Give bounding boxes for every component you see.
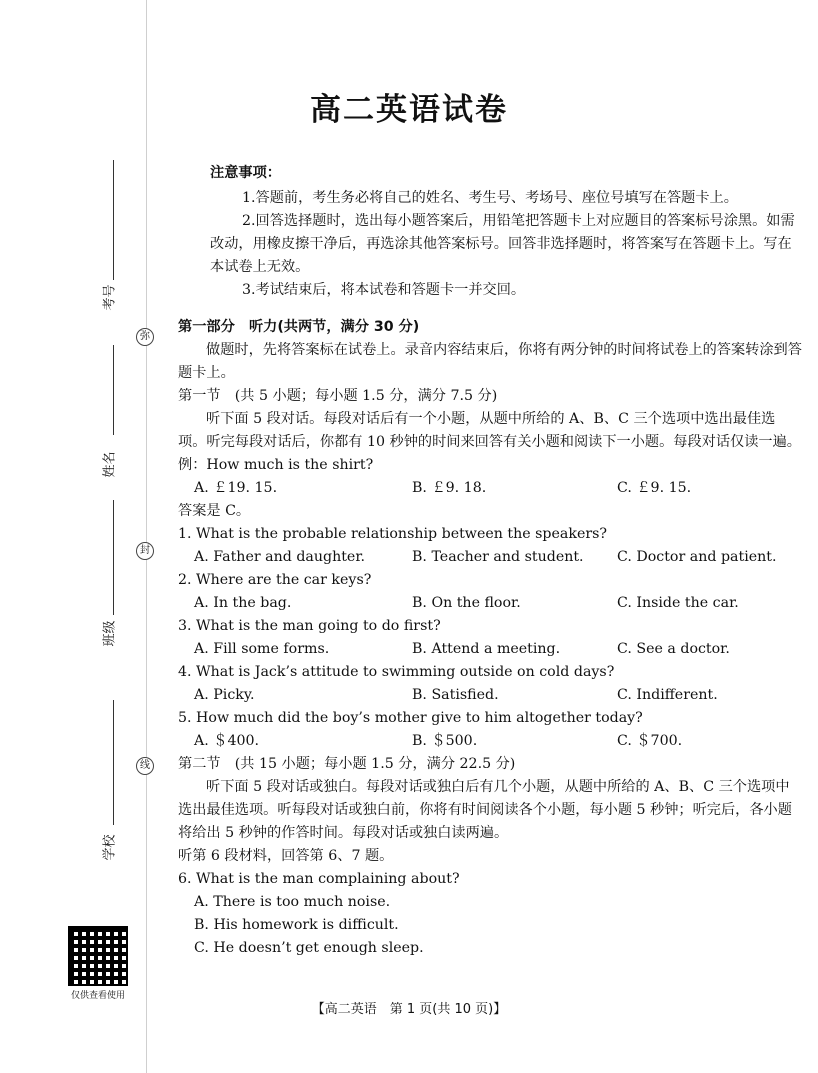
- seal-mark: 线: [136, 757, 154, 775]
- example-options: [178, 477, 803, 500]
- section1-intro: 听下面 5 段对话。每段对话后有一个小题，从题中所给的 A、B、C 三个选项中选出最佳选项。听完每段对话后，你都有 10 秒钟的时间来回答有关小题和阅读下一小题。每段对话仅读一遍。: [178, 411, 801, 450]
- option: C. Indifferent.: [617, 687, 718, 703]
- part1-intro: 做题时，先将答案标在试卷上。录音内容结束后，你将有两分钟的时间将试卷上的答案转涂到答题卡上。: [178, 342, 802, 381]
- option: C. He doesn’t get enough sleep.: [194, 940, 424, 956]
- question-5: 5. How much did the boy’s mother give to him altogether today?: [178, 710, 643, 726]
- option: B. On the floor.: [412, 595, 521, 611]
- seal-mark: 弥: [136, 328, 154, 346]
- question-6: 6. What is the man complaining about?: [178, 871, 460, 887]
- section1-heading: 第一节 (共 5 小题；每小题 1.5 分，满分 7.5 分): [178, 388, 498, 404]
- question-2: 2. Where are the car keys?: [178, 572, 372, 588]
- binding-edge-line: [146, 0, 147, 1073]
- options-3: [178, 638, 803, 661]
- binding-field-line: [113, 345, 114, 435]
- option: A. ￡19. 15.: [194, 480, 278, 496]
- section2-intro: 听下面 5 段对话或独白。每段对话或独白后有几个小题，从题中所给的 A、B、C 三个选项中选出最佳选项。听每段对话或独白前，你将有时间阅读各个小题，每小题 5 秒钟；听完后，各小题将给出 5 秒钟的作答时间。每段对话或独白读两遍。: [178, 779, 792, 841]
- option: A. In the bag.: [194, 595, 292, 611]
- part1-heading: 第一部分 听力(共两节，满分 30 分): [178, 319, 420, 335]
- option: A. ＄400.: [194, 733, 260, 749]
- notice-item: 1.答题前，考生务必将自己的姓名、考生号、考场号、座位号填写在答题卡上。: [242, 190, 738, 206]
- binding-label-class: 班级: [102, 620, 118, 647]
- notice-heading: 注意事项：: [210, 165, 281, 181]
- option: C. Inside the car.: [617, 595, 739, 611]
- option: A. Fill some forms.: [194, 641, 330, 657]
- page-title: 高二英语试卷: [310, 92, 508, 128]
- option: C. ＄700.: [617, 733, 683, 749]
- options-5: [178, 730, 803, 753]
- option: C. ￡9. 15.: [617, 480, 692, 496]
- binding-field-line: [113, 700, 114, 825]
- option: B. His homework is difficult.: [194, 917, 399, 933]
- option: B. Teacher and student.: [412, 549, 584, 565]
- page-footer: 【高二英语 第 1 页(共 10 页)】: [311, 1002, 507, 1017]
- example-question: 例：How much is the shirt?: [178, 457, 374, 473]
- notice-item: 3.考试结束后，将本试卷和答题卡一并交回。: [242, 282, 526, 298]
- binding-label-exam-number: 考号: [102, 284, 118, 311]
- options-2: [178, 592, 803, 615]
- example-answer: 答案是 C。: [178, 503, 251, 519]
- binding-field-line: [113, 500, 114, 615]
- question-3: 3. What is the man going to do first?: [178, 618, 441, 634]
- option: C. Doctor and patient.: [617, 549, 777, 565]
- binding-label-name: 姓名: [102, 451, 118, 478]
- options-4: [178, 684, 803, 707]
- option: A. Father and daughter.: [194, 549, 366, 565]
- qr-code: [70, 928, 126, 984]
- option: B. Attend a meeting.: [412, 641, 561, 657]
- binding-label-school: 学校: [102, 834, 118, 861]
- option: C. See a doctor.: [617, 641, 730, 657]
- exam-content: [178, 162, 803, 960]
- option: A. There is too much noise.: [194, 894, 391, 910]
- option: B. ￡9. 18.: [412, 480, 487, 496]
- notice-item: 2.回答选择题时，选出每小题答案后，用铅笔把答题卡上对应题目的答案标号涂黑。如需改动，用橡皮擦干净后，再选涂其他答案标号。回答非选择题时，将答案写在答题卡上。写在本试卷上无效。: [210, 213, 795, 275]
- question-1: 1. What is the probable relationship between the speakers?: [178, 526, 608, 542]
- option: B. Satisfied.: [412, 687, 499, 703]
- binding-field-line: [113, 160, 114, 280]
- section2-heading: 第二节 (共 15 小题；每小题 1.5 分，满分 22.5 分): [178, 756, 516, 772]
- options-1: [178, 546, 803, 569]
- option: B. ＄500.: [412, 733, 478, 749]
- seal-mark: 封: [136, 542, 154, 560]
- question-4: 4. What is Jack’s attitude to swimming outside on cold days?: [178, 664, 615, 680]
- material-instruction: 听第 6 段材料，回答第 6、7 题。: [178, 848, 394, 864]
- option: A. Picky.: [194, 687, 255, 703]
- qr-caption: 仅供查看使用: [70, 991, 125, 1001]
